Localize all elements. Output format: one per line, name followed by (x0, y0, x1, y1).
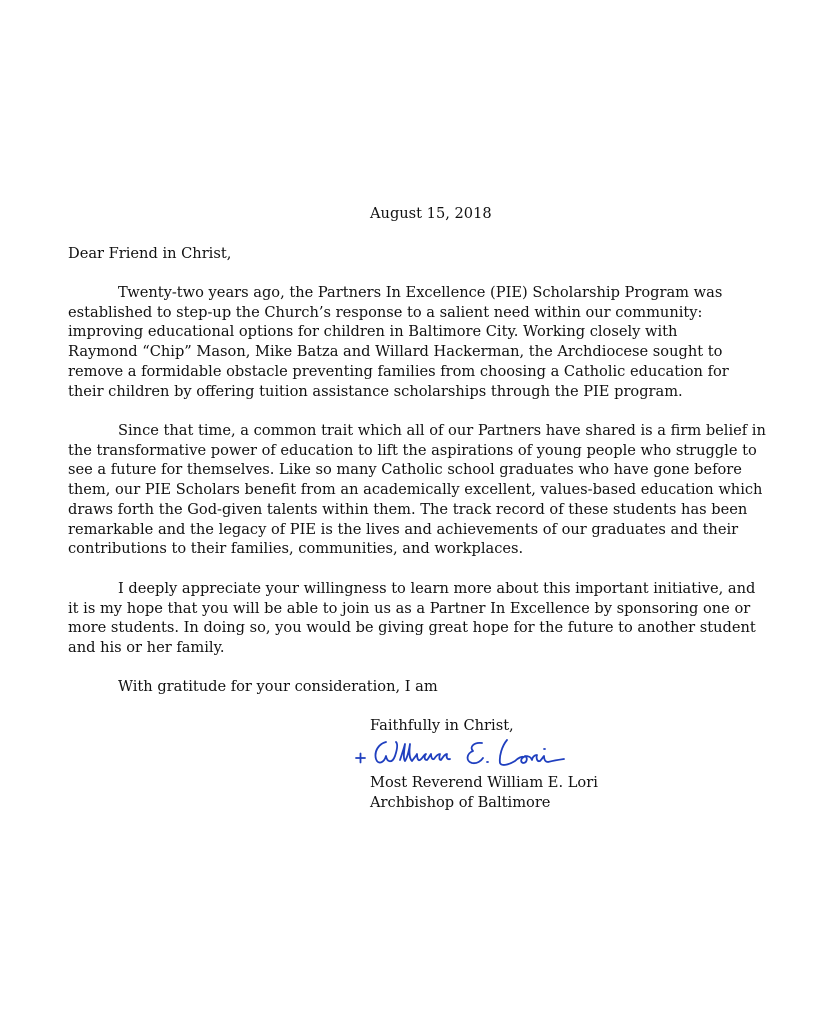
letter-date: August 15, 2018 (370, 205, 492, 222)
paragraph-line: their children by offering tuition assistance scholarships through the PIE program. (68, 382, 683, 400)
gratitude-line: With gratitude for your consideration, I am (118, 678, 438, 695)
paragraph-3 (68, 579, 756, 658)
paragraph-1 (68, 283, 729, 401)
paragraph-line: see a future for themselves. Like so many Catholic school graduates who have gone before (68, 461, 742, 479)
signature (352, 734, 572, 776)
paragraph-line: improving educational options for children in Baltimore City. Working closely with (68, 323, 678, 341)
paragraph-2 (68, 421, 766, 559)
paragraph-line: the transformative power of education to lift the aspirations of young people who struggle to (68, 441, 757, 459)
paragraph-line: remove a formidable obstacle preventing families from choosing a Catholic education for (68, 362, 729, 380)
paragraph-line: Raymond “Chip” Mason, Mike Batza and Willard Hackerman, the Archdiocese sought to (68, 343, 723, 361)
paragraph-line: I deeply appreciate your willingness to learn more about this important initiative, and (118, 580, 756, 597)
paragraph-line: Since that time, a common trait which all of our Partners have shared is a firm belief in (118, 422, 766, 439)
paragraph-line: draws forth the God-given talents within them. The track record of these students has been (68, 500, 748, 518)
paragraph-line: and his or her family. (68, 639, 225, 657)
signer-name: Most Reverend William E. Lori (370, 774, 598, 791)
paragraph-line: Twenty-two years ago, the Partners In Excellence (PIE) Scholarship Program was (118, 284, 723, 301)
salutation: Dear Friend in Christ, (68, 245, 232, 262)
paragraph-line: established to step-up the Church’s response to a salient need within our community: (68, 303, 703, 321)
paragraph-line: them, our PIE Scholars benefit from an academically excellent, values-based education which (68, 481, 763, 499)
closing: Faithfully in Christ, (370, 717, 514, 734)
paragraph-line: more students. In doing so, you would be giving great hope for the future to another student (68, 619, 756, 637)
paragraph-line: it is my hope that you will be able to join us as a Partner In Excellence by sponsoring one or (68, 599, 751, 617)
paragraph-line: contributions to their families, communities, and workplaces. (68, 540, 524, 558)
paragraph-line: remarkable and the legacy of PIE is the lives and achievements of our graduates and their (68, 520, 739, 538)
signer-title: Archbishop of Baltimore (370, 794, 551, 811)
